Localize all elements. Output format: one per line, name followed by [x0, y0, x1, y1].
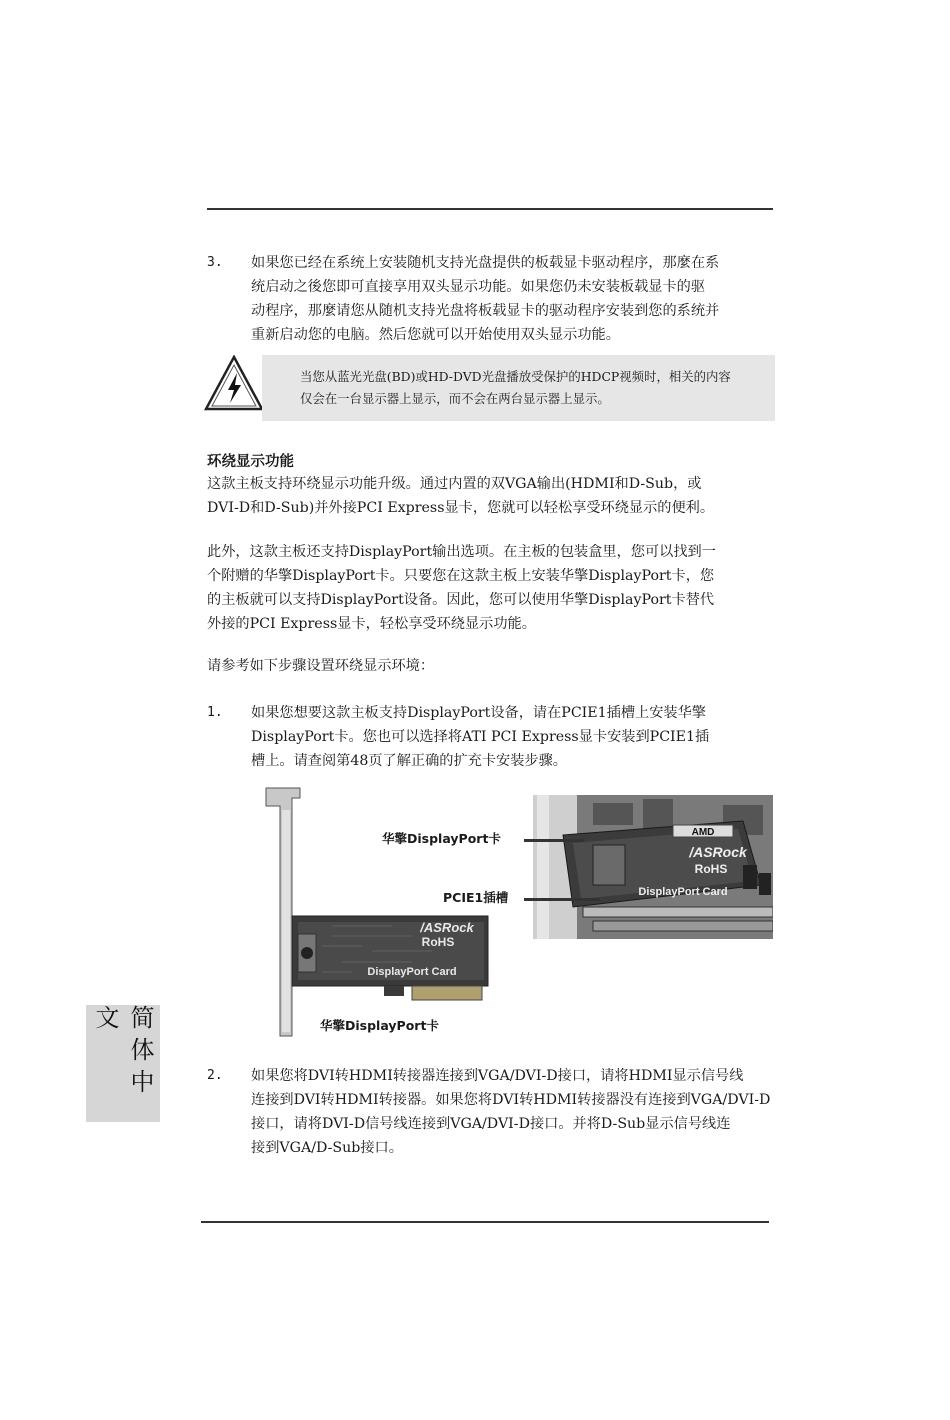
displayport-line: 个附赠的华擎DisplayPort卡。只要您在这款主板上安装华擎DisplayPort卡，您	[207, 568, 715, 584]
note-text	[300, 366, 770, 410]
board-card-name: DisplayPort Card	[638, 886, 728, 898]
label-pcie1-slot: PCIE1插槽	[443, 890, 509, 905]
leader-line-slot	[524, 898, 600, 901]
warning-lightning-icon	[204, 355, 264, 413]
step-1-line: DisplayPort卡。您也可以选择将ATI PCI Express显卡安装到PCIE1插	[251, 729, 710, 745]
card-brand-label: /ASRock	[420, 920, 474, 935]
board-card-rohs: RoHS	[694, 862, 728, 876]
note-line: 仅会在一台显示器上显示，而不会在两台显示器上显示。	[300, 391, 610, 406]
displayport-line: 外接的PCI Express显卡，轻松享受环绕显示功能。	[207, 616, 536, 632]
step-3-text	[251, 251, 775, 347]
note-line: 当您从蓝光光盘(BD)或HD-DVD光盘播放受保护的HDCP视频时，相关的内容	[300, 369, 731, 384]
header-rule	[207, 208, 773, 210]
step-1-line: 槽上。请查阅第48页了解正确的扩充卡安装步骤。	[251, 753, 567, 769]
card-rohs-label: RoHS	[421, 935, 455, 949]
step-2-line: 连接到DVI转HDMI转接器。如果您将DVI转HDMI转接器没有连接到VGA/DVI-D	[251, 1092, 771, 1108]
section-heading: 环绕显示功能	[207, 454, 294, 470]
step-2-text	[251, 1064, 775, 1160]
step-1-text	[251, 701, 775, 773]
displayport-line: 此外，这款主板还支持DisplayPort输出选项。在主板的包装盒里，您可以找到一	[207, 544, 716, 560]
footer-rule	[201, 1221, 769, 1223]
language-side-tab	[86, 1005, 160, 1122]
step-2-number: 2.	[207, 1068, 223, 1083]
language-tab-label: 简体中文	[91, 1005, 154, 1101]
step-3-line: 统启动之後您即可直接享用双头显示功能。如果您仍未安装板载显卡的驱	[251, 279, 706, 295]
step-3-line: 重新启动您的电脑。然后您就可以开始使用双头显示功能。	[251, 327, 620, 343]
step-2-line: 接口，请将DVI-D信号线连接到VGA/DVI-D接口。并将D-Sub显示信号线连	[251, 1116, 731, 1132]
motherboard-photo	[533, 795, 773, 939]
leader-line-card	[524, 839, 584, 842]
board-card-brand: /ASRock	[689, 844, 747, 860]
step-2-line: 接到VGA/D-Sub接口。	[251, 1140, 403, 1156]
steps-intro: 请参考如下步骤设置环绕显示环境：	[207, 658, 435, 674]
intro-line: 这款主板支持环绕显示功能升级。通过内置的双VGA输出(HDMI和D-Sub，或	[207, 476, 702, 492]
label-card-installed: 华擎DisplayPort卡	[382, 831, 501, 846]
card-name-label: DisplayPort Card	[367, 966, 457, 978]
step-3-number: 3.	[207, 255, 223, 270]
intro-paragraph	[207, 472, 775, 520]
step-3-line: 动程序，那麼请您从随机支持光盘将板载显卡的驱动程序安装到您的系统并	[251, 303, 720, 319]
step-3-line: 如果您已经在系统上安装随机支持光盘提供的板载显卡驱动程序，那麼在系	[251, 255, 720, 271]
displayport-card-photo	[262, 786, 492, 1038]
step-1-line: 如果您想要这款主板支持DisplayPort设备，请在PCIE1插槽上安装华擎	[251, 705, 706, 721]
step-2-line: 如果您将DVI转HDMI转接器连接到VGA/DVI-D接口，请将HDMI显示信号线	[251, 1068, 744, 1084]
intro-line: DVI-D和D-Sub)并外接PCI Express显卡，您就可以轻松享受环绕显示的便利。	[207, 500, 715, 516]
displayport-paragraph	[207, 540, 775, 636]
displayport-line: 的主板就可以支持DisplayPort设备。因此，您可以使用华擎DisplayPort卡替代	[207, 592, 715, 608]
warning-icon	[204, 355, 264, 413]
step-1-number: 1.	[207, 705, 223, 720]
label-card: 华擎DisplayPort卡	[320, 1018, 439, 1033]
board-amd-label: AMD	[691, 827, 715, 838]
